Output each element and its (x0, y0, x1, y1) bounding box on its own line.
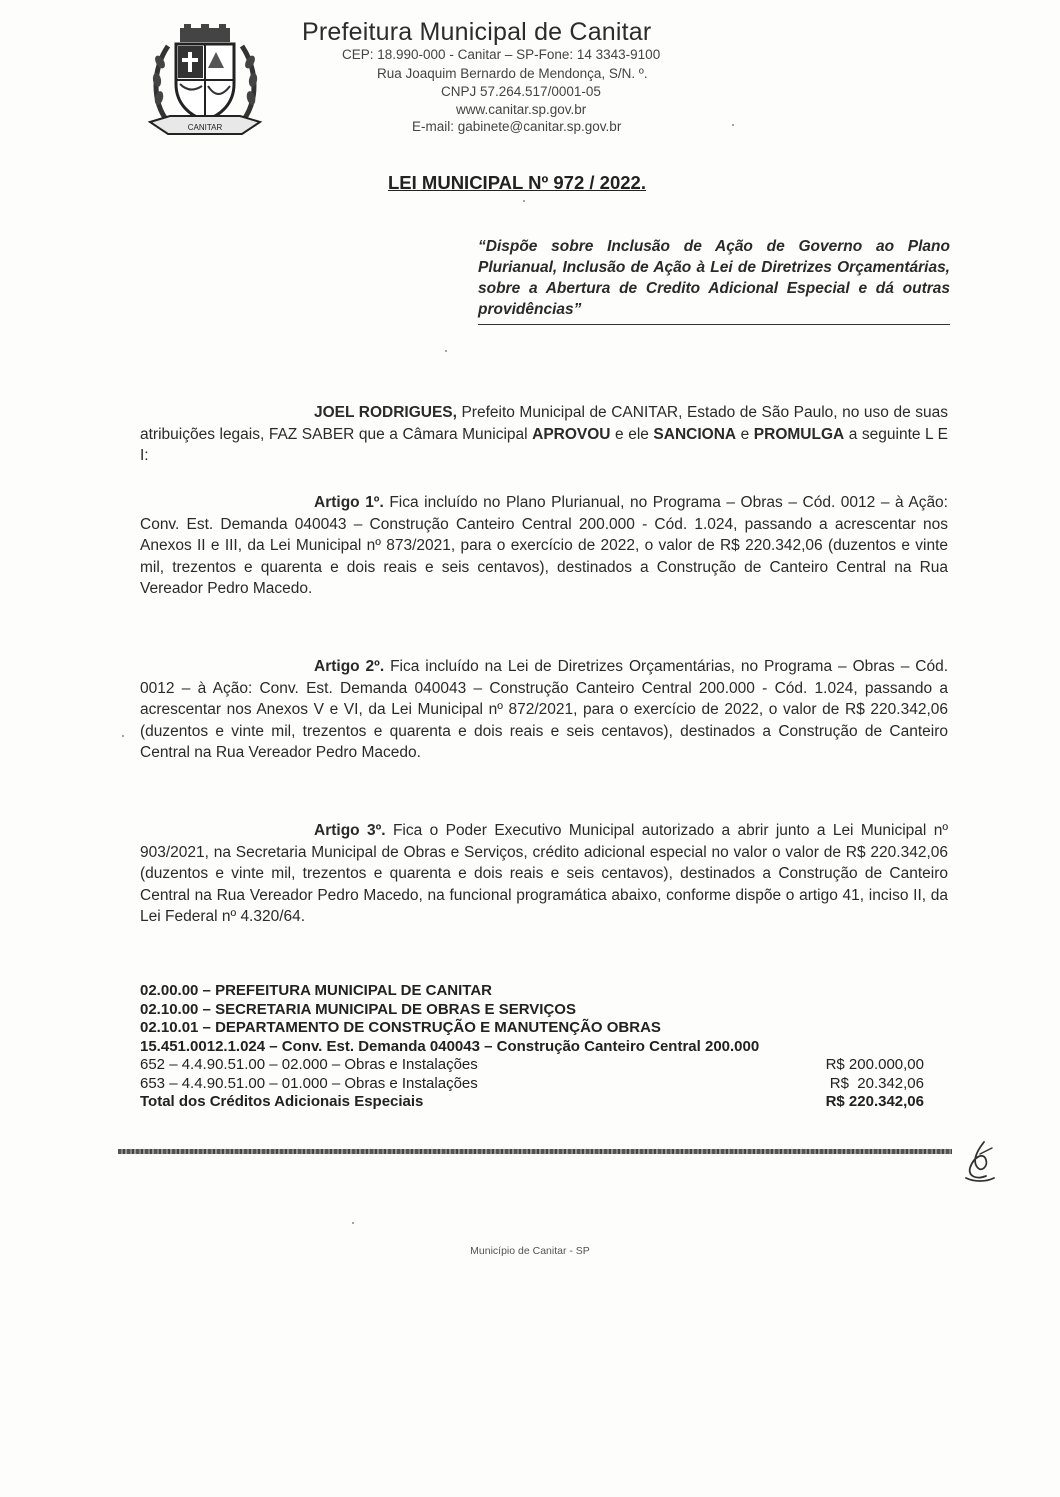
header-title: Prefeitura Municipal de Canitar (302, 18, 652, 46)
budget-total-label: Total dos Créditos Adicionais Especiais (140, 1093, 424, 1110)
article-label: Artigo 3º. (314, 822, 386, 839)
budget-total-value: R$ 220.342,06 (825, 1093, 924, 1110)
law-summary: “Dispõe sobre Inclusão de Ação de Governo ao Plano Plurianual, Inclusão de Ação à Lei de Diretrizes Orçamentárias, sobre a Abertura de Credito Adicional Especial e dá outras providências” (478, 236, 950, 325)
article-text: Fica incluído na Lei de Diretrizes Orçamentárias, no Programa – Obras – Cód. 0012 – à Ação: Conv. Est. Demanda 040043 – Construção Canteiro Central 200.000 - Cód. 1.024, passando a acrescentar nos Anexos V e VI, da Lei Municipal nº 872/2021, para o exercício de 2022, o valor de R$ 220.342,06 (duzentos e vinte mil, trezentos e quarenta e dois reais e seis centavos), destinados a Construção de Canteiro Central na Rua Vereador Pedro Macedo. (140, 658, 948, 761)
preamble-promulga: PROMULGA (753, 425, 845, 443)
article-label: Artigo 2º. (314, 658, 385, 675)
law-title: LEI MUNICIPAL Nº 972 / 2022. (388, 172, 646, 193)
preamble-text: e (736, 425, 754, 443)
budget-heading: 02.10.01 – DEPARTAMENTO DE CONSTRUÇÃO E MANUTENÇÃO OBRAS (140, 1019, 661, 1036)
header-email: E-mail: gabinete@canitar.sp.gov.br (412, 119, 622, 134)
budget-row (140, 1056, 936, 1075)
page-footer: Município de Canitar - SP (470, 1245, 590, 1257)
article-text: Fica incluído no Plano Plurianual, no Programa – Obras – Cód. 0012 – à Ação: Conv. Est. Demanda 040043 – Construção Canteiro Central 200.000 - Cód. 1.024, passando a acrescentar nos Anexos II e III, da Lei Municipal nº 873/2021, para o exercício de 2022, o valor de R$ 220.342,06 (duzentos e vinte mil, trezentos e quarenta e dois reais e seis centavos), destinados a Construção de Canteiro Central na Rua Vereador Pedro Macedo. (140, 494, 948, 597)
article-text: Fica o Poder Executivo Municipal autorizado a abrir junto a Lei Municipal nº 903/2021, na Secretaria Municipal de Obras e Serviços, crédito adicional especial no valor o valor de R$ 220.342,06 (duzentos e vinte mil, trezentos e quarenta e dois reais e seis centavos), destinados a Construção de Canteiro Central na Rua Vereador Pedro Macedo, na funcional programática abaixo, conforme dispõe o artigo 41, inciso II, da Lei Federal nº 4.320/64. (140, 822, 948, 925)
budget-total-row (140, 1093, 936, 1112)
scan-speck (732, 124, 734, 126)
budget-allocation (140, 982, 936, 1112)
budget-heading: 02.00.00 – PREFEITURA MUNICIPAL DE CANITAR (140, 982, 493, 999)
scan-speck (523, 200, 525, 202)
scan-speck (445, 350, 447, 352)
preamble-text: e ele (610, 425, 654, 443)
article-2 (140, 656, 948, 764)
handwritten-initials (958, 1138, 1002, 1186)
preamble-aprovou: APROVOU (532, 425, 611, 443)
scan-speck (122, 735, 124, 737)
mayor-name: JOEL RODRIGUES, (314, 404, 457, 421)
article-3 (140, 820, 948, 928)
budget-row-value: R$ 200.000,00 (825, 1056, 924, 1073)
header-website: www.canitar.sp.gov.br (456, 102, 587, 117)
budget-row (140, 1075, 936, 1094)
header-cnpj: CNPJ 57.264.517/0001-05 (441, 84, 601, 99)
budget-heading: 02.10.00 – SECRETARIA MUNICIPAL DE OBRAS E SERVIÇOS (140, 1000, 576, 1018)
preamble-text: Prefeito Municipal de CANITAR, Estado de São Paulo, no uso de suas atribuições legais, FAZ SABER que a Câmara Municipal (140, 404, 948, 443)
preamble-sanciona: SANCIONA (653, 425, 737, 443)
budget-row-desc: 653 – 4.4.90.51.00 – 01.000 – Obras e Instalações (140, 1074, 478, 1092)
budget-row-value: R$ 20.342,06 (829, 1074, 924, 1092)
municipal-crest-logo (146, 22, 264, 140)
budget-heading: 15.451.0012.1.024 – Conv. Est. Demanda 040043 – Construção Canteiro Central 200.000 (140, 1037, 760, 1055)
article-label: Artigo 1º. (314, 494, 384, 511)
budget-row-desc: 652 – 4.4.90.51.00 – 02.000 – Obras e Instalações (140, 1056, 478, 1073)
article-1 (140, 492, 948, 600)
header-street: Rua Joaquim Bernardo de Mendonça, S/N. º. (377, 66, 648, 81)
preamble-text: a seguinte L E I: (140, 425, 948, 464)
separator-rule (118, 1149, 952, 1154)
header-cep-phone: CEP: 18.990-000 - Canitar – SP-Fone: 14 3343-9100 (342, 47, 661, 62)
scan-speck (352, 1222, 354, 1224)
preamble-paragraph (140, 402, 948, 467)
crest-ribbon-text: CANITAR (187, 123, 223, 132)
